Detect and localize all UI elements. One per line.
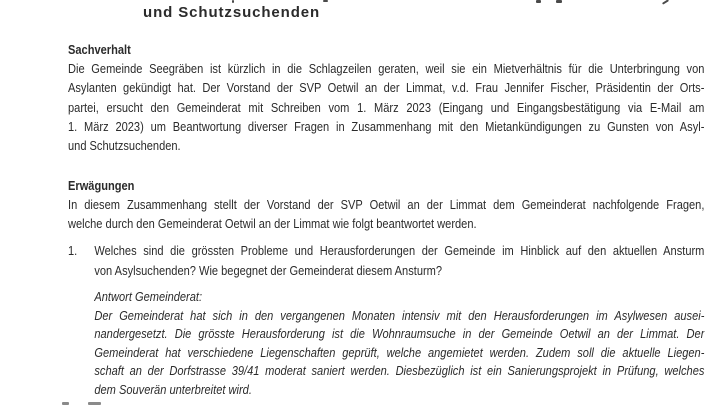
text-line: Welches sind die grössten Probleme und Herausforderungen der Gemeinde im Hinblick auf den aktuellen Ansturm [94, 244, 705, 259]
text-line: In diesem Zusammenhang stellt der Vorstand der SVP Oetwil an der Limmat dem Gemeinderat nachfolgende Fragen, [68, 197, 705, 212]
answer-label: Antwort Gemeinderat: [94, 290, 203, 304]
text-line: Der Gemeinderat hat sich in den vergangenen Monaten intensiv mit den Herausforderungen im Asylwesen ausei- [94, 308, 705, 323]
document-title-line: und Schutzsuchenden [143, 4, 321, 21]
paragraph-erwaegungen [68, 196, 704, 235]
text-line: von Asylsuchenden? Wie begegnet der Gemeinderat diesem Ansturm? [94, 263, 443, 278]
text-line: Gemeinderat hat verschiedene Liegenschaften geprüft, welche angemietet werden. Zudem soll die aktuelle Liegen- [94, 345, 705, 360]
text-line: welche durch den Gemeinderat Oetwil an der Limmat wie folgt beantwortet werden. [68, 216, 477, 231]
section-heading-erwaegungen: Erwägungen [68, 178, 135, 193]
question-text [94, 242, 704, 281]
text-line: dem Souverän unterbreitet wird. [94, 382, 252, 397]
text-line: und Schutzsuchenden. [68, 139, 181, 154]
text-line: Die Gemeinde Seegräben ist kürzlich in die Schlagzeilen geraten, weil sie ein Mietverhältnis für die Unterbringung von [68, 62, 705, 76]
paragraph-sachverhalt [68, 60, 704, 157]
text-line: Asylanten gekündigt hat. Der Vorstand der SVP Oetwil an der Limmat, v.d. Frau Jennifer Fischer, Präsidentin der Orts- [68, 81, 705, 96]
text-line: 1. März 2023) um Beantwortung diverser Fragen in Zusammenhang mit den Mietankündigungen zu Gunsten von Asyl- [68, 120, 705, 135]
text-line: nandergesetzt. Die grösste Herausforderung ist die Wohnraumsuche in der Gemeinde Oetwil an der Limmat. Der [94, 327, 705, 341]
text-line: partei, ersucht den Gemeinderat mit Schreiben vom 1. März 2023 (Eingang und Eingangsbestätigung via E-Mail am [68, 100, 705, 115]
text-line: schaft an der Dorfstrasse 39/41 moderat saniert werden. Diesbezüglich ist ein Sanierungsprojekt in Prüfung, welches [94, 364, 705, 378]
question-number: 1. [68, 244, 78, 259]
document-body [68, 0, 704, 405]
answer-text [94, 307, 704, 400]
section-heading-sachverhalt: Sachverhalt [68, 42, 131, 57]
